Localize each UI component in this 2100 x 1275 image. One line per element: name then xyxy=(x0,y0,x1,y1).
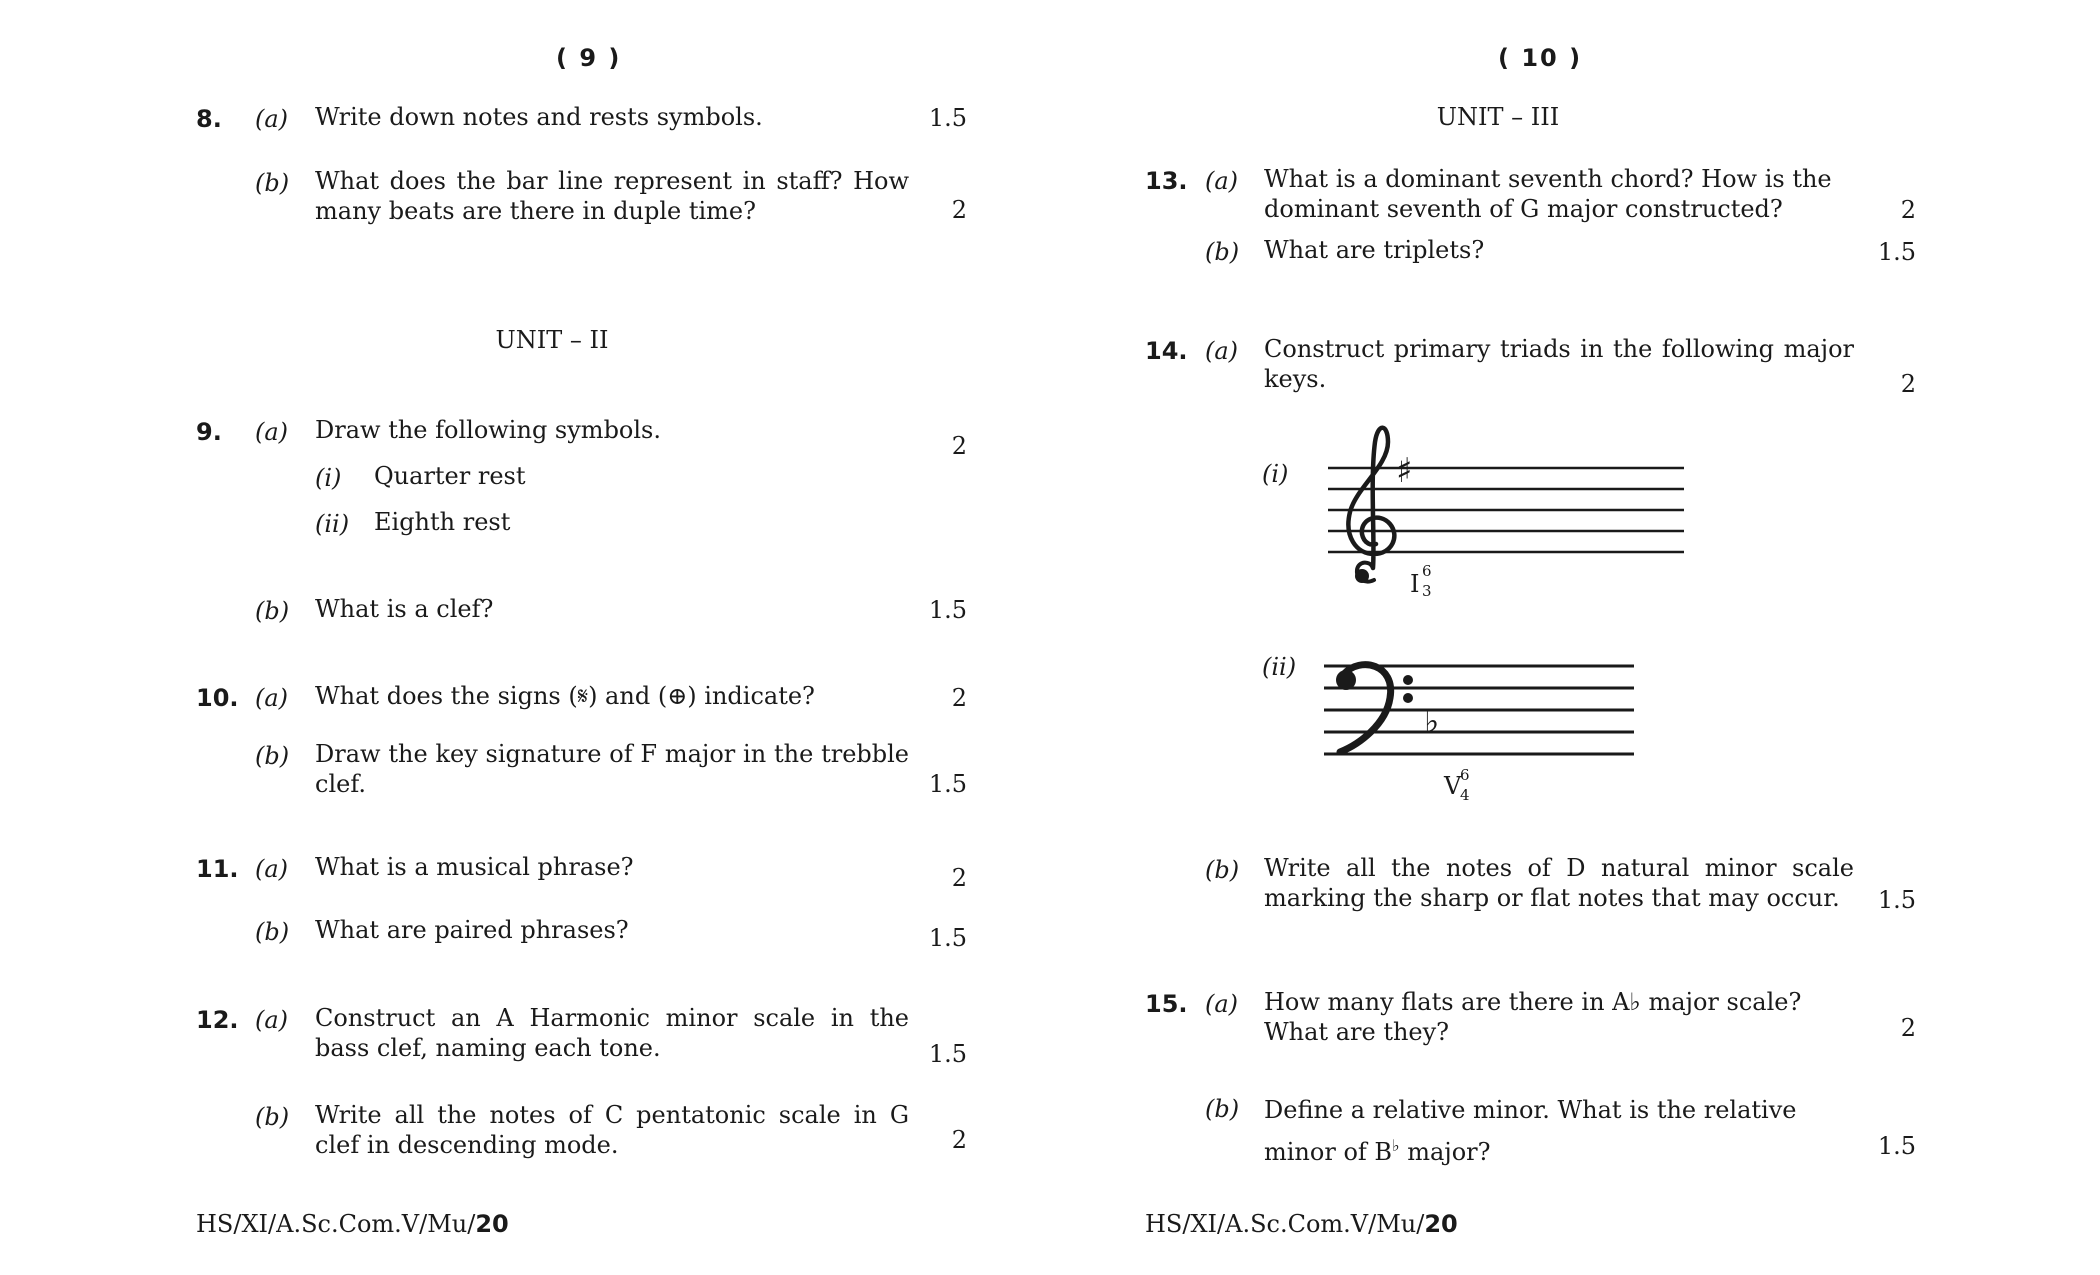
question-text: What are triplets? xyxy=(1264,236,1485,264)
footer-prefix: HS/XI/A.Sc.Com.V/Mu/ xyxy=(1145,1210,1425,1238)
marks: 1.5 xyxy=(928,104,967,132)
text-segment: Define a relative minor. What is the relative minor of B xyxy=(1264,1096,1797,1166)
text-segment: What does the signs ( xyxy=(315,682,578,710)
bass-staff xyxy=(1300,640,1640,810)
marks: 2 xyxy=(1900,1014,1916,1042)
part-label: (b) xyxy=(1205,856,1240,884)
part-label: (a) xyxy=(255,855,289,883)
question-text: Write all the notes of C pentatonic scale in G clef in descending mode. xyxy=(315,1101,909,1159)
question-text: What does the bar line represent in staff? How many beats are there in duple time? xyxy=(315,167,909,225)
question-text xyxy=(315,681,915,711)
unit-heading: UNIT – III xyxy=(1436,103,1560,131)
text-segment: How many flats are there in A xyxy=(1264,988,1630,1016)
question-number: 9. xyxy=(196,418,222,446)
question-text: What are paired phrases? xyxy=(315,916,629,944)
bass-clef-icon xyxy=(1336,665,1413,752)
marks: 1.5 xyxy=(928,924,967,952)
treble-clef-icon xyxy=(1348,428,1394,582)
chord-numeral: I xyxy=(1410,570,1420,598)
footer-prefix: HS/XI/A.Sc.Com.V/Mu/ xyxy=(196,1210,476,1238)
question-number: 15. xyxy=(1145,990,1188,1018)
footer-code xyxy=(1145,1210,1458,1238)
text-segment: major scale? What are they? xyxy=(1264,988,1802,1046)
part-label: (b) xyxy=(255,597,290,625)
flat-icon: ♭ xyxy=(1629,988,1641,1016)
chord-numeral: V xyxy=(1444,772,1462,800)
question-number: 13. xyxy=(1145,167,1188,195)
flat-icon: ♭ xyxy=(1392,1136,1400,1155)
part-label: (b) xyxy=(1205,238,1240,266)
question-number: 8. xyxy=(196,105,222,133)
chord-subscript: 3 xyxy=(1422,582,1432,600)
marks: 2 xyxy=(951,864,967,892)
staff-lines xyxy=(1324,666,1634,754)
coda-symbol: ⊕ xyxy=(667,682,688,710)
part-label: (a) xyxy=(1205,337,1239,365)
chord-superscript: 6 xyxy=(1460,766,1470,784)
part-label: (a) xyxy=(255,1006,289,1034)
sub-item-text: Eighth rest xyxy=(374,508,511,536)
question-number: 12. xyxy=(196,1006,239,1034)
page-number: ( 10 ) xyxy=(1498,44,1583,72)
part-label: (a) xyxy=(255,684,289,712)
marks: 1.5 xyxy=(1877,886,1916,914)
chord-subscript: 4 xyxy=(1460,786,1470,804)
question-text: Construct primary triads in the following major keys. xyxy=(1264,335,1854,393)
question-text: Write all the notes of D natural minor scale marking the sharp or flat notes that may occur. xyxy=(1264,854,1854,912)
part-label: (a) xyxy=(1205,990,1239,1018)
question-text xyxy=(1264,1092,1854,1170)
marks: 1.5 xyxy=(1877,238,1916,266)
marks: 2 xyxy=(951,684,967,712)
unit-heading: UNIT – II xyxy=(495,326,609,354)
question-text: What is a musical phrase? xyxy=(315,853,634,881)
question-text: What is a clef? xyxy=(315,595,494,623)
part-label: (a) xyxy=(1205,167,1239,195)
sub-item-label: (i) xyxy=(315,464,342,492)
part-label: (a) xyxy=(255,105,289,133)
treble-staff xyxy=(1300,420,1690,610)
marks: 2 xyxy=(1900,196,1916,224)
marks: 2 xyxy=(951,432,967,460)
question-text xyxy=(1264,987,1854,1047)
text-segment: ) and ( xyxy=(588,682,668,710)
part-label: (b) xyxy=(255,169,290,197)
clef-dot xyxy=(1355,569,1369,583)
footer-code xyxy=(196,1210,509,1238)
part-label: (a) xyxy=(255,418,289,446)
question-text: Write down notes and rests symbols. xyxy=(315,103,763,131)
marks: 2 xyxy=(1900,370,1916,398)
part-label: (b) xyxy=(1205,1095,1240,1123)
page-number: ( 9 ) xyxy=(556,44,622,72)
text-segment: major? xyxy=(1399,1138,1491,1166)
marks: 2 xyxy=(951,1126,967,1154)
marks: 2 xyxy=(951,196,967,224)
question-text: Construct an A Harmonic minor scale in the bass clef, naming each tone. xyxy=(315,1004,909,1062)
part-label: (b) xyxy=(255,918,290,946)
staff-label: (i) xyxy=(1262,460,1289,488)
question-number: 11. xyxy=(196,855,239,883)
part-label: (b) xyxy=(255,742,290,770)
marks: 1.5 xyxy=(928,770,967,798)
sub-item-label: (ii) xyxy=(315,510,350,538)
text-segment: ) indicate? xyxy=(687,682,815,710)
marks: 1.5 xyxy=(928,596,967,624)
flat-icon: ♭ xyxy=(1424,702,1440,740)
part-label: (b) xyxy=(255,1103,290,1131)
marks: 1.5 xyxy=(928,1040,967,1068)
chord-superscript: 6 xyxy=(1422,562,1432,580)
sharp-icon: ♯ xyxy=(1396,451,1413,491)
footer-bold: 20 xyxy=(1424,1210,1458,1238)
footer-bold: 20 xyxy=(475,1210,509,1238)
staff-lines xyxy=(1328,468,1684,552)
question-text: What is a dominant seventh chord? How is the dominant seventh of G major constructed? xyxy=(1264,165,1832,223)
segno-symbol: 𝄋 xyxy=(577,682,589,710)
sub-item-text: Quarter rest xyxy=(374,462,526,490)
question-number: 10. xyxy=(196,684,239,712)
marks: 1.5 xyxy=(1877,1132,1916,1160)
question-text: Draw the key signature of F major in the trebble clef. xyxy=(315,740,909,798)
question-text: Draw the following symbols. xyxy=(315,416,661,444)
staff-label: (ii) xyxy=(1262,653,1297,681)
question-number: 14. xyxy=(1145,337,1188,365)
